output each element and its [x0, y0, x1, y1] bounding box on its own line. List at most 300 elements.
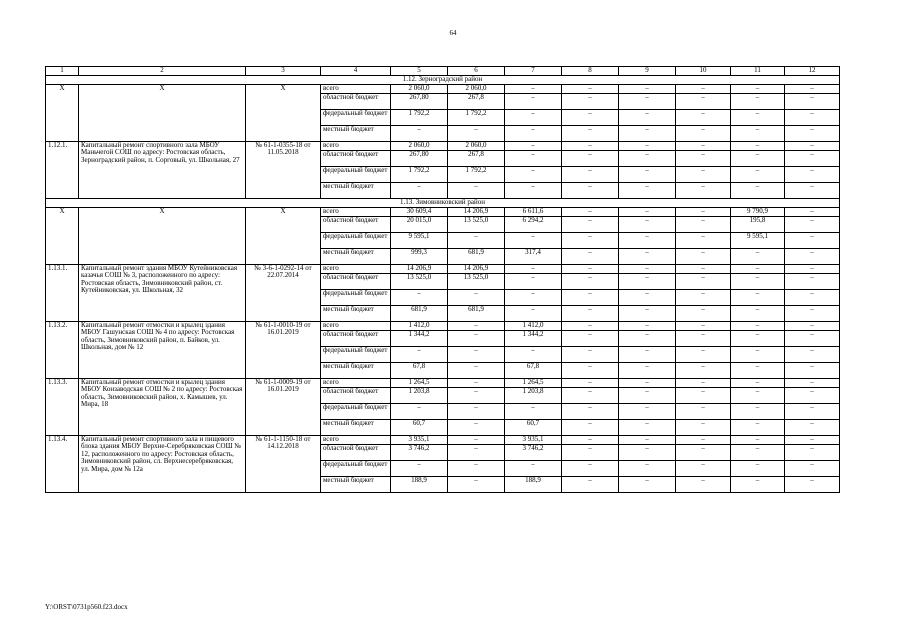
value-cell: – — [505, 167, 562, 183]
value-cell: – — [619, 461, 676, 477]
funding-source: областной бюджет — [321, 274, 391, 290]
value-cell: – — [785, 249, 840, 265]
value-cell: – — [731, 110, 785, 126]
funding-source: местный бюджет — [321, 126, 391, 142]
value-cell: 2 060,0 — [448, 85, 505, 94]
value-cell: – — [676, 167, 731, 183]
value-cell: – — [562, 420, 619, 436]
value-cell: – — [505, 142, 562, 151]
value-cell: – — [505, 347, 562, 363]
value-cell: – — [785, 183, 840, 199]
funding-source: областной бюджет — [321, 331, 391, 347]
value-cell: 13 525,0 — [448, 274, 505, 290]
header-cell: 5 — [391, 67, 448, 76]
funding-source: местный бюджет — [321, 477, 391, 493]
item-document: № 61-1-0010-19 от 16.01.2019 — [246, 322, 321, 379]
value-cell: – — [785, 85, 840, 94]
value-cell: – — [562, 477, 619, 493]
value-cell: 9 790,9 — [731, 208, 785, 217]
value-cell: – — [731, 306, 785, 322]
value-cell: – — [562, 436, 619, 445]
value-cell: – — [448, 379, 505, 388]
value-cell: – — [562, 322, 619, 331]
section-title: 1.12. Зерноградский район — [46, 76, 840, 85]
item-number: 1.13.2. — [46, 322, 79, 379]
value-cell: – — [731, 420, 785, 436]
funding-source: местный бюджет — [321, 420, 391, 436]
value-cell: – — [448, 445, 505, 461]
value-cell: 3 935,1 — [505, 436, 562, 445]
value-cell: – — [448, 322, 505, 331]
value-cell: – — [785, 363, 840, 379]
value-cell: – — [676, 404, 731, 420]
value-cell: – — [562, 151, 619, 167]
item-document: X — [246, 208, 321, 265]
value-cell: – — [676, 217, 731, 233]
value-cell: – — [562, 94, 619, 110]
value-cell: 1 203,8 — [391, 388, 448, 404]
value-cell: – — [505, 461, 562, 477]
value-cell: 188,9 — [505, 477, 562, 493]
item-number: 1.13.1. — [46, 265, 79, 322]
value-cell: – — [505, 274, 562, 290]
value-cell: 9 595,1 — [731, 233, 785, 249]
value-cell: 2 060,0 — [391, 85, 448, 94]
value-cell: – — [785, 126, 840, 142]
value-cell: 681,9 — [448, 306, 505, 322]
value-cell: – — [731, 249, 785, 265]
value-cell: 1 792,2 — [391, 167, 448, 183]
value-cell: – — [676, 94, 731, 110]
value-cell: 1 203,8 — [505, 388, 562, 404]
funding-source: федеральный бюджет — [321, 404, 391, 420]
value-cell: – — [785, 477, 840, 493]
value-cell: – — [731, 331, 785, 347]
value-cell: – — [785, 322, 840, 331]
value-cell: – — [619, 249, 676, 265]
value-cell: 1 412,0 — [391, 322, 448, 331]
value-cell: – — [562, 233, 619, 249]
header-cell: 8 — [562, 67, 619, 76]
value-cell: 67,8 — [391, 363, 448, 379]
value-cell: – — [619, 167, 676, 183]
item-name: X — [79, 85, 246, 142]
header-cell: 3 — [246, 67, 321, 76]
value-cell: – — [785, 208, 840, 217]
header-cell: 4 — [321, 67, 391, 76]
header-cell: 9 — [619, 67, 676, 76]
value-cell: – — [731, 126, 785, 142]
value-cell: – — [676, 388, 731, 404]
table-row — [46, 85, 840, 94]
value-cell: 267,8 — [448, 151, 505, 167]
value-cell: – — [676, 208, 731, 217]
value-cell: – — [619, 208, 676, 217]
value-cell: – — [731, 322, 785, 331]
value-cell: – — [731, 436, 785, 445]
value-cell: 267,80 — [391, 151, 448, 167]
value-cell: – — [676, 290, 731, 306]
value-cell: – — [391, 126, 448, 142]
value-cell: – — [676, 363, 731, 379]
funding-source: областной бюджет — [321, 445, 391, 461]
value-cell: – — [562, 126, 619, 142]
value-cell: – — [448, 233, 505, 249]
table-row — [46, 208, 840, 217]
value-cell: – — [619, 404, 676, 420]
header-cell: 10 — [676, 67, 731, 76]
item-document: X — [246, 85, 321, 142]
value-cell: – — [448, 331, 505, 347]
value-cell: – — [619, 94, 676, 110]
value-cell: 20 015,0 — [391, 217, 448, 233]
value-cell: – — [562, 217, 619, 233]
value-cell: – — [619, 217, 676, 233]
value-cell: – — [562, 331, 619, 347]
value-cell: – — [731, 290, 785, 306]
header-cell: 12 — [785, 67, 840, 76]
item-name: Капитальный ремонт отмостки и крылец здания МБОУ Гашунская СОШ № 4 по адресу: Ростовская область, Зимовниковский район, п. Байков, ул. Школьная, дом № 12 — [79, 322, 246, 379]
value-cell: – — [505, 126, 562, 142]
value-cell: 3 746,2 — [505, 445, 562, 461]
item-number: X — [46, 85, 79, 142]
funding-source: всего — [321, 85, 391, 94]
value-cell: – — [505, 183, 562, 199]
value-cell: – — [676, 151, 731, 167]
value-cell: – — [562, 404, 619, 420]
section-title-row — [46, 76, 840, 85]
value-cell: – — [731, 404, 785, 420]
value-cell: 13 525,0 — [391, 274, 448, 290]
value-cell: 14 206,9 — [448, 265, 505, 274]
value-cell: – — [391, 290, 448, 306]
value-cell: – — [619, 379, 676, 388]
value-cell: – — [676, 126, 731, 142]
value-cell: 681,9 — [448, 249, 505, 265]
value-cell: – — [785, 388, 840, 404]
value-cell: – — [676, 142, 731, 151]
funding-source: областной бюджет — [321, 217, 391, 233]
funding-source: федеральный бюджет — [321, 347, 391, 363]
value-cell: – — [619, 151, 676, 167]
value-cell: – — [619, 477, 676, 493]
section-title: 1.13. Зимовниковский район — [46, 199, 840, 208]
value-cell: 2 060,0 — [391, 142, 448, 151]
value-cell: – — [562, 379, 619, 388]
value-cell: – — [676, 306, 731, 322]
item-number: 1.13.4. — [46, 436, 79, 493]
value-cell: 60,7 — [391, 420, 448, 436]
value-cell: – — [676, 274, 731, 290]
value-cell: – — [785, 420, 840, 436]
value-cell: – — [448, 404, 505, 420]
funding-source: областной бюджет — [321, 388, 391, 404]
value-cell: – — [448, 477, 505, 493]
funding-source: местный бюджет — [321, 306, 391, 322]
value-cell: – — [562, 249, 619, 265]
value-cell: – — [731, 461, 785, 477]
value-cell: – — [505, 110, 562, 126]
value-cell: – — [619, 274, 676, 290]
table-header-row — [46, 67, 840, 76]
value-cell: – — [448, 126, 505, 142]
value-cell: – — [562, 306, 619, 322]
value-cell: – — [676, 331, 731, 347]
value-cell: – — [731, 363, 785, 379]
value-cell: – — [562, 208, 619, 217]
value-cell: – — [785, 94, 840, 110]
funding-source: местный бюджет — [321, 183, 391, 199]
value-cell: – — [619, 331, 676, 347]
value-cell: – — [785, 110, 840, 126]
value-cell: – — [448, 420, 505, 436]
table-row — [46, 379, 840, 388]
value-cell: 1 792,2 — [391, 110, 448, 126]
funding-source: федеральный бюджет — [321, 233, 391, 249]
header-cell: 1 — [46, 67, 79, 76]
value-cell: – — [619, 142, 676, 151]
value-cell: – — [505, 265, 562, 274]
value-cell: – — [619, 306, 676, 322]
header-cell: 6 — [448, 67, 505, 76]
value-cell: 317,4 — [505, 249, 562, 265]
value-cell: – — [448, 363, 505, 379]
value-cell: – — [391, 183, 448, 199]
value-cell: 1 412,0 — [505, 322, 562, 331]
value-cell: – — [619, 233, 676, 249]
value-cell: 13 525,0 — [448, 217, 505, 233]
value-cell: – — [731, 167, 785, 183]
funding-source: местный бюджет — [321, 249, 391, 265]
value-cell: – — [619, 183, 676, 199]
item-number: 1.13.3. — [46, 379, 79, 436]
value-cell: – — [676, 322, 731, 331]
value-cell: – — [562, 445, 619, 461]
value-cell: 267,80 — [391, 94, 448, 110]
value-cell: 1 792,2 — [448, 110, 505, 126]
value-cell: – — [562, 347, 619, 363]
table-row — [46, 436, 840, 445]
value-cell: 2 060,0 — [448, 142, 505, 151]
value-cell: – — [448, 436, 505, 445]
value-cell: – — [562, 167, 619, 183]
value-cell: – — [619, 420, 676, 436]
value-cell: – — [785, 347, 840, 363]
value-cell: – — [505, 85, 562, 94]
header-cell: 11 — [731, 67, 785, 76]
value-cell: 1 344,2 — [391, 331, 448, 347]
funding-source: федеральный бюджет — [321, 290, 391, 306]
value-cell: – — [562, 461, 619, 477]
value-cell: – — [731, 347, 785, 363]
value-cell: – — [785, 142, 840, 151]
value-cell: – — [619, 110, 676, 126]
value-cell: – — [448, 347, 505, 363]
value-cell: – — [562, 183, 619, 199]
value-cell: 681,9 — [391, 306, 448, 322]
value-cell: – — [731, 151, 785, 167]
funding-source: федеральный бюджет — [321, 110, 391, 126]
value-cell: – — [785, 233, 840, 249]
value-cell: – — [676, 347, 731, 363]
value-cell: – — [562, 290, 619, 306]
funding-source: федеральный бюджет — [321, 167, 391, 183]
value-cell: – — [785, 217, 840, 233]
value-cell: – — [505, 306, 562, 322]
item-document: № 61-1-1150-18 от 14.12.2018 — [246, 436, 321, 493]
value-cell: 1 344,2 — [505, 331, 562, 347]
value-cell: – — [785, 445, 840, 461]
section-title-row — [46, 199, 840, 208]
funding-source: всего — [321, 265, 391, 274]
table-row — [46, 322, 840, 331]
value-cell: – — [619, 265, 676, 274]
value-cell: – — [676, 233, 731, 249]
header-cell: 2 — [79, 67, 246, 76]
value-cell: – — [785, 306, 840, 322]
value-cell: – — [676, 420, 731, 436]
value-cell: – — [731, 142, 785, 151]
value-cell: – — [619, 363, 676, 379]
page-number: 64 — [449, 29, 457, 37]
value-cell: – — [391, 347, 448, 363]
value-cell: 267,8 — [448, 94, 505, 110]
value-cell: 1 264,5 — [505, 379, 562, 388]
value-cell: – — [505, 233, 562, 249]
funding-source: всего — [321, 436, 391, 445]
value-cell: 1 264,5 — [391, 379, 448, 388]
value-cell: – — [562, 388, 619, 404]
value-cell: – — [448, 290, 505, 306]
value-cell: – — [731, 94, 785, 110]
value-cell: – — [731, 477, 785, 493]
value-cell: – — [785, 404, 840, 420]
value-cell: 6 294,2 — [505, 217, 562, 233]
value-cell: – — [562, 265, 619, 274]
value-cell: 30 609,4 — [391, 208, 448, 217]
value-cell: 3 935,1 — [391, 436, 448, 445]
value-cell: 60,7 — [505, 420, 562, 436]
value-cell: – — [676, 379, 731, 388]
value-cell: – — [505, 290, 562, 306]
value-cell: – — [619, 85, 676, 94]
value-cell: – — [619, 126, 676, 142]
value-cell: 9 595,1 — [391, 233, 448, 249]
table-row — [46, 142, 840, 151]
value-cell: – — [448, 461, 505, 477]
value-cell: – — [676, 85, 731, 94]
value-cell: – — [676, 436, 731, 445]
value-cell: – — [676, 265, 731, 274]
item-name: X — [79, 208, 246, 265]
value-cell: – — [785, 331, 840, 347]
value-cell: – — [731, 379, 785, 388]
item-name: Капитальный ремонт здания МБОУ Кутейниковская казачья СОШ № 3, расположенного по адресу: Ростовская область, Зимовниковский район, ст. Кутейниковская, ул. Школьная, 32 — [79, 265, 246, 322]
value-cell: – — [731, 183, 785, 199]
value-cell: – — [676, 249, 731, 265]
header-cell: 7 — [505, 67, 562, 76]
value-cell: – — [785, 379, 840, 388]
value-cell: 3 746,2 — [391, 445, 448, 461]
value-cell: – — [731, 265, 785, 274]
file-path: Y:\ORST\0731p560.f23.docx — [45, 603, 128, 611]
value-cell: 195,8 — [731, 217, 785, 233]
value-cell: – — [676, 461, 731, 477]
item-number: X — [46, 208, 79, 265]
value-cell: – — [619, 388, 676, 404]
value-cell: – — [785, 265, 840, 274]
funding-source: всего — [321, 142, 391, 151]
table-body — [46, 67, 840, 493]
table-row — [46, 265, 840, 274]
value-cell: – — [619, 347, 676, 363]
value-cell: – — [785, 167, 840, 183]
value-cell: – — [619, 290, 676, 306]
value-cell: – — [562, 85, 619, 94]
value-cell: – — [785, 461, 840, 477]
value-cell: 14 206,9 — [391, 265, 448, 274]
value-cell: – — [731, 85, 785, 94]
value-cell: – — [562, 142, 619, 151]
value-cell: – — [785, 436, 840, 445]
value-cell: 67,8 — [505, 363, 562, 379]
value-cell: 14 206,9 — [448, 208, 505, 217]
value-cell: 6 611,6 — [505, 208, 562, 217]
item-document: № 61-1-0009-19 от 16.01.2019 — [246, 379, 321, 436]
value-cell: – — [785, 290, 840, 306]
value-cell: – — [391, 461, 448, 477]
funding-source: всего — [321, 208, 391, 217]
value-cell: – — [562, 110, 619, 126]
value-cell: – — [505, 404, 562, 420]
value-cell: – — [448, 183, 505, 199]
funding-source: всего — [321, 322, 391, 331]
value-cell: – — [785, 274, 840, 290]
value-cell: – — [676, 183, 731, 199]
value-cell: – — [731, 274, 785, 290]
value-cell: – — [391, 404, 448, 420]
item-name: Капитальный ремонт спортивного зала МБОУ Маньчегой СОШ по адресу: Ростовская область, Зерноградский район, п. Сорговый, ул. Школьная, 27 — [79, 142, 246, 199]
value-cell: – — [505, 151, 562, 167]
value-cell: – — [785, 151, 840, 167]
funding-source: федеральный бюджет — [321, 461, 391, 477]
value-cell: – — [619, 322, 676, 331]
value-cell: – — [562, 363, 619, 379]
value-cell: – — [562, 274, 619, 290]
value-cell: – — [676, 110, 731, 126]
value-cell: – — [676, 477, 731, 493]
value-cell: – — [619, 445, 676, 461]
value-cell: – — [619, 436, 676, 445]
item-document: № 3-6-1-0292-14 от 22.07.2014 — [246, 265, 321, 322]
item-name: Капитальный ремонт спортивного зала и пищевого блока здания МБОУ Верхне-Серебряковская СОШ № 12, расположенного по адресу: Ростовская область, Зимовниковский район, сл. Верхнесеребряковская, ул. Мира, дом № 12а — [79, 436, 246, 493]
value-cell: – — [676, 445, 731, 461]
value-cell: – — [448, 388, 505, 404]
funding-source: всего — [321, 379, 391, 388]
value-cell: – — [505, 94, 562, 110]
funding-source: областной бюджет — [321, 151, 391, 167]
funding-source: местный бюджет — [321, 363, 391, 379]
value-cell: – — [731, 445, 785, 461]
funding-source: областной бюджет — [321, 94, 391, 110]
value-cell: 1 792,2 — [448, 167, 505, 183]
item-name: Капитальный ремонт отмостки и крылец здания МБОУ Конзаводская СОШ № 2 по адресу: Ростовская область, Зимовниковский район, х. Камышев, ул. Мира, 18 — [79, 379, 246, 436]
item-number: 1.12.1. — [46, 142, 79, 199]
value-cell: 188,9 — [391, 477, 448, 493]
budget-table — [45, 66, 840, 493]
value-cell: 999,3 — [391, 249, 448, 265]
value-cell: – — [731, 388, 785, 404]
